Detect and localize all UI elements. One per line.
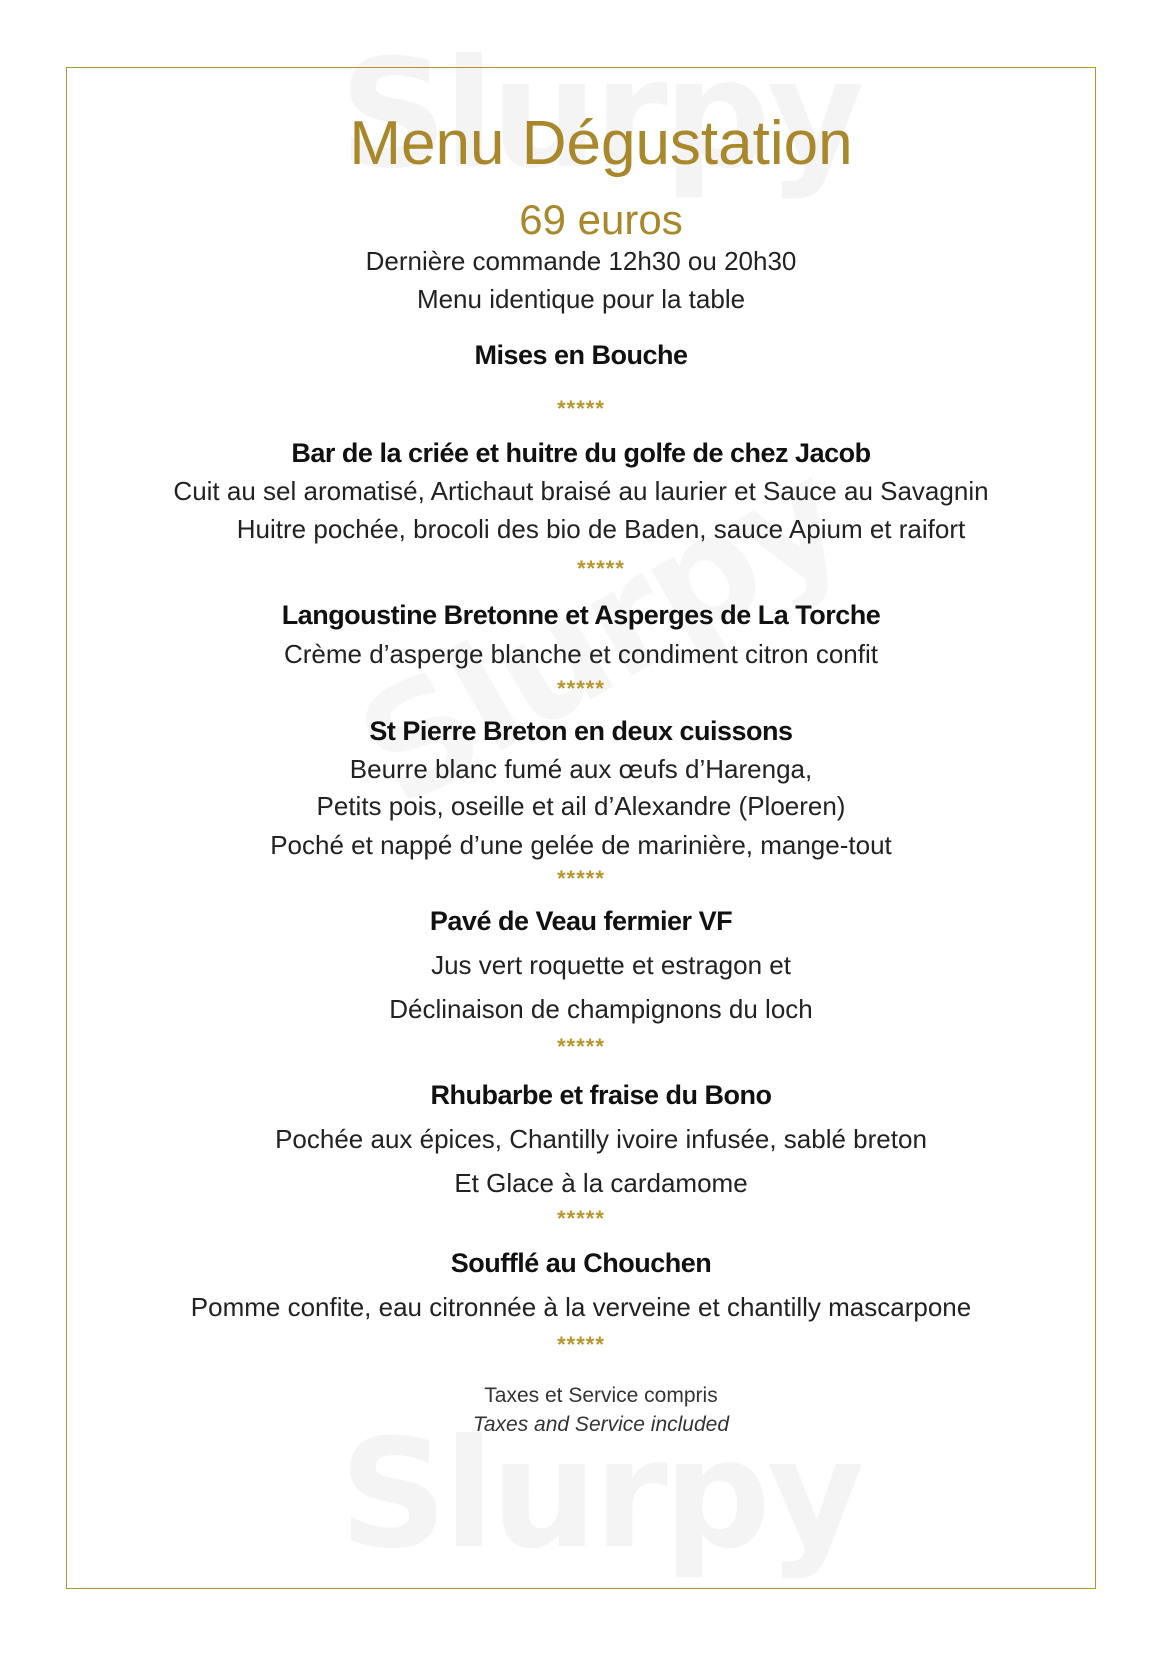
course-stpierre-line-2: Petits pois, oseille et ail d’Alexandre (Ploeren) (316, 791, 846, 821)
course-veau-line-1: Jus vert roquette et estragon et (431, 950, 791, 980)
course-bar-line-2: Huitre pochée, brocoli des bio de Baden, sauce Apium et raifort (236, 514, 966, 544)
course-bar-title: Bar de la criée et huitre du golfe de chez Jacob (291, 438, 871, 468)
course-rhubarbe-line-1: Pochée aux épices, Chantilly ivoire infusée, sablé breton (275, 1124, 927, 1154)
separator-stars: ***** (557, 396, 605, 421)
menu-price: 69 euros (519, 196, 683, 243)
course-rhubarbe-line-2: Et Glace à la cardamome (454, 1168, 748, 1198)
course-rhubarbe-title: Rhubarbe et fraise du Bono (430, 1080, 772, 1110)
separator-stars: ***** (557, 866, 605, 891)
course-bar-line-1: Cuit au sel aromatisé, Artichaut braisé au laurier et Sauce au Savagnin (173, 476, 989, 506)
separator-stars: ***** (577, 556, 625, 581)
course-amuse-title: Mises en Bouche (474, 340, 688, 370)
menu-title: Menu Dégustation (349, 109, 853, 178)
course-souffle-line-1: Pomme confite, eau citronnée à la verveine et chantilly mascarpone (190, 1292, 972, 1322)
footer-taxes-en: Taxes and Service included (472, 1413, 730, 1436)
course-langoustine-line-1: Crème d’asperge blanche et condiment citron confit (284, 639, 878, 669)
separator-stars: ***** (557, 1206, 605, 1231)
separator-stars: ***** (557, 1034, 605, 1059)
separator-stars: ***** (557, 1332, 605, 1357)
table-note: Menu identique pour la table (416, 284, 746, 314)
course-stpierre-line-1: Beurre blanc fumé aux œufs d’Harenga, (349, 754, 813, 784)
footer-taxes-fr: Taxes et Service compris (484, 1384, 718, 1407)
course-veau-title: Pavé de Veau fermier VF (429, 906, 733, 936)
course-veau-line-2: Déclinaison de champignons du loch (389, 994, 813, 1024)
course-langoustine-title: Langoustine Bretonne et Asperges de La Torche (281, 600, 881, 630)
separator-stars: ***** (557, 676, 605, 701)
course-stpierre-line-3: Poché et nappé d’une gelée de marinière, mange-tout (270, 830, 892, 860)
course-souffle-title: Soufflé au Chouchen (450, 1248, 712, 1278)
course-stpierre-title: St Pierre Breton en deux cuissons (369, 716, 793, 746)
last-order-note: Dernière commande 12h30 ou 20h30 (365, 246, 797, 276)
